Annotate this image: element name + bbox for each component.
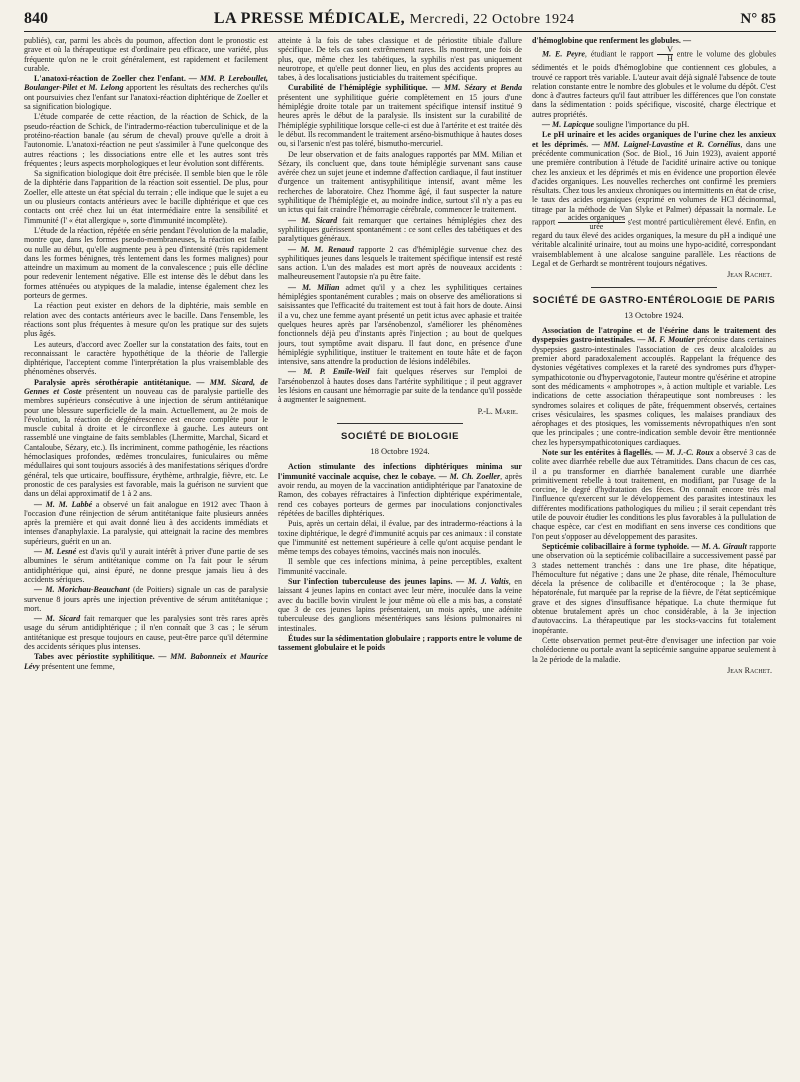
- paragraph: préconise dans certaines dyspepsies gastro-intestinales l'association de ces deux alcaloïdes au premier abord paradoxalement accouplés. Rappelant la fréquence des dystonies végétatives complexes et la rareté des syndromes purs d'hyper-sympathicotonie ou d'hypervagotonie, l'auteur montre qu'ésérine et atropine sont des médicaments « amphotropes », à action multiple et variable. Les indications de cette association thérapeutique sont nombreuses : les syndromes solaires et coliques de pâte, fréquemment observés, certaines crises vésiculaires, les spasmes coliques, les malaises prandiaux des aérophages et des ptosiques, les vomissements névropathiques n'en sont que les principales ; une contre-indication semble devoir être mentionnée chez les hypersympathicotoniques cardiaques.: [532, 335, 776, 447]
- ratio-v-over-h: [657, 46, 673, 63]
- section-authors: MM. Sézary et Benda: [444, 83, 522, 93]
- paragraph: s'est montré particulièrement élevé. Enfin, en regard du taux élevé des acides organiques, la mesure du pH a indiqué une véritable alcalinité urinaire, tout au moins une hypo-acidité, correspondant vraisemblablement à une alcalose sanguine parallèle. Les réactions de Legal et de Gerhardt se montrèrent toujours négatives.: [532, 217, 776, 268]
- paragraph: présentent une syphilitique guérie complètement en 15 jours d'une hémiplégie droite totale par un traitement spécifique intensif institué 9 heures après le début de la paralysie. Ils insistent sur la curabilité de l'hémiplégie syphilitique lorsque celle-ci est due à l'artérite et est traitée dès le début. Ils recommandent le traitement arséno-bismuthique à hautes doses ou, si l'arsenic n'est pas toléré, bismutho-mercuriel.: [278, 92, 522, 149]
- article-columns: [24, 36, 776, 1074]
- section-title: Curabilité de l'hémiplégie syphilitique. —: [288, 83, 440, 93]
- paragraph: La réaction peut exister en dehors de la diphtérie, mais semble en relation avec des contacts antérieurs avec le bacille. Dans l'ensemble, les réactions sont plus fréquentes à mesure qu'on les pratique sur des sujets plus âgés.: [24, 301, 268, 339]
- page-number: 840: [24, 10, 48, 27]
- discussion-renaud: [278, 245, 522, 282]
- signature: P.-L. Marie.: [477, 406, 518, 416]
- speaker: — M. Lapicque: [542, 120, 595, 130]
- speaker: — M. M. Labbé: [34, 499, 93, 509]
- paragraph: (de Poitiers) signale un cas de paralysie survenue 8 jours après une injection préventive de sérum antitétanique ; mort.: [24, 585, 268, 613]
- section-authors: M. J. Valtis: [467, 577, 509, 587]
- society-date: 18 Octobre 1924.: [370, 446, 430, 457]
- section-title: Action stimulante des infections diphtériques minima sur l'immunité vaccinale acquise, chez le cobaye. —: [278, 462, 522, 481]
- paragraph: , après avoir rendu, au moyen de la vaccination antidiphtérique par l'anatoxine de Ramon, des cobayes réfractaires à l'infection diphtérique expérimentale, rend ces cobayes porteurs de germes par inoculations conjonctivales répétées de bacilles diphtériques.: [278, 471, 522, 518]
- paragraph: rapporte 2 cas d'hémiplégie survenue chez des syphilitiques jeunes dans lesquels le traitement spécifique intensif est resté sans action. L'un des malades est mort après de nouveaux accidents : malheureusement l'autopsie n'a pu être faite.: [278, 244, 522, 282]
- society-heading: SOCIÉTÉ DE BIOLOGIE: [340, 430, 460, 442]
- section-hemiplegie: [278, 83, 522, 148]
- section-authors: M. A. Girault: [701, 541, 747, 551]
- journal-name: LA PRESSE MÉDICALE,: [213, 10, 406, 27]
- fraction-numerator: V: [657, 46, 673, 55]
- section-tabes: [24, 652, 268, 671]
- section-title: Tabes avec périostite syphilitique. —: [34, 652, 167, 662]
- paragraph: a observé 3 cas de colite avec diarrhée rebelle due aux Tétramitides. Dans chacun de ces cas, il a pu transformer en diarrhée banalement curable une diarrhée primitivement rebelle à tout traitement, en modifiant, par l'usage de la corcine, le degré d'hydratation des fèces. On connaît encore très mal l'influence qu'exercent sur le développement des parasites intestinaux les différentes modifications pathologiques du milieu ; il serait cependant très utile de pouvoir étudier les conditions les plus favorables à la pullulation de chaque espèce, car c'est en modifiant en sens inverse ces conditions que l'on peut s'opposer au développement des parasites.: [532, 447, 776, 541]
- paragraph: souligne l'importance du pH.: [596, 120, 690, 130]
- section-title: L'anatoxi-réaction de Zoeller chez l'enfant. —: [34, 74, 197, 84]
- discussion-labbe: [24, 500, 268, 546]
- paragraph: L'étude de la réaction, répétée en série pendant l'évolution de la maladie, montre que, dans les formes pseudo-membraneuses, la réaction est faible ou nulle au début, qu'elle augmente peu à peu d'intensité (très rapidement dans les formes bénignes, très lentement dans les formes malignes) pour atteindre un maximum au moment de la convalescence ; puis elle décline pour redevenir lentement négative. Elle est intense dès le début dans les formes atténuées ou atypiques de la maladie, intense également chez les porteurs de germes.: [24, 225, 268, 301]
- section-zoeller: [24, 74, 268, 111]
- discussion-sicard: [24, 614, 268, 651]
- paragraph: présentent un nouveau cas de paralysie partielle des membres supérieurs consécutive à une injection de sérum antitétanique pour une blessure superficielle de la main. Actuellement, au 2e mois de l'évolution, la réaction de dégénérescence est encore complète pour le muscle cubital à droite et le circonflexe à gauche. Les auteurs ont rassemblé une vingtaine de faits semblables (Lhermitte, Marchal, Sicard et Cantaloube, Sézary, etc.). Ils incriminent, comme pathogénie, les réactions hémoclasiques profondes, œdèmes tronculaires, funiculaires ou même médullaires qui sont toujours associés à des manifestations sériques d'ordre général, tels que urticaire, bouffissure, érythème, arthralgie, fièvre, etc. Le pronostic de ces paralysies est favorable, mais la guérison ne survient que dans un délai approximatif de 1 à 2 ans.: [24, 386, 268, 499]
- discussion-lapicque: [532, 120, 776, 129]
- section-authors: MM. Laignel-Lavastine et R. Cornélius: [603, 139, 741, 149]
- section-flagelles: [532, 448, 776, 541]
- section-title: Paralysie après sérothérapie antitétanique. —: [34, 377, 205, 387]
- signature: Jean Rachet.: [727, 270, 772, 280]
- paragraph: L'étude comparée de cette réaction, de la réaction de Schick, de la pseudo-réaction de Schick, de l'intradermo-réaction tuberculinique et de la protéino-réaction banale (au sérum de cheval) prouve qu'elle a droit à l'autonomie. L'anatoxi-réaction ne peut s'assimiler à l'une quelconque des autres réactions ; les dissociations entre elle et les autres sont très fréquentes ; leurs aspects morphologiques et leur évolution sont différents.: [24, 112, 268, 168]
- section-atropine: [532, 326, 776, 447]
- paragraph: , étudiant le rapport: [584, 49, 654, 59]
- discussion-weil: [278, 367, 522, 404]
- section-title: Études sur la sédimentation globulaire ; rapports entre le volume de tassement globulaire et le poids: [278, 633, 522, 653]
- section-title: Septicémie colibacillaire à forme typhoïde. —: [542, 541, 700, 551]
- society-heading: SOCIÉTÉ DE GASTRO-ENTÉROLOGIE DE PARIS: [532, 294, 776, 306]
- column-3: [532, 36, 776, 1074]
- discussion-milian: [278, 283, 522, 367]
- paragraph: fait remarquer que les paralysies sont très rares après usage du sérum antidiphtérique ; il n'en connaît que 3 cas ; le sérum antitétanique est presque toujours en cause, peut-être parce qu'il détermine des accidents sériques plus intenses.: [24, 614, 268, 651]
- paragraph: présentent une femme,: [41, 661, 115, 671]
- paragraph: atteinte à la fois de tabes classique et de périostite tibiale d'allure spécifique. De tels cas sont extrêmement rares. Ils montrent, une fois de plus, que, même chez les tabétiques, la syphilis n'est pas uniquement neurotrope, et qu'elle peut donner lieu, en plus des accidents propres au tabes, à des localisations justiciables du traitement spécifique.: [278, 36, 522, 83]
- speaker: M. E. Peyre: [542, 49, 585, 59]
- speaker: — M. Morichau-Beauchant: [34, 585, 130, 595]
- fraction-denominator: H: [667, 54, 673, 64]
- fraction-numerator: acides organiques: [558, 214, 625, 223]
- section-title: Note sur les entérites à flagellés. —: [542, 447, 664, 457]
- signature: Jean Rachet.: [727, 665, 772, 675]
- speaker: — M. Sicard: [288, 215, 338, 225]
- paragraph: fait quelques réserves sur l'emploi de l'arsénobenzol à hautes doses dans l'artérite syphilitique ; il peut aggraver les lésions en causant une hémorragie par suite de la tendance qu'il possède à augmenter le saignement.: [278, 367, 522, 405]
- discussion-morichau: [24, 585, 268, 613]
- paragraph: apportent les résultats des recherches qu'ils ont poursuivies chez l'enfant sur l'anatoxi-réaction diphtérique de Zoeller et sa signification biologique.: [24, 83, 268, 112]
- discussion-peyre: [532, 46, 776, 119]
- section-title: Association de l'atropine et de l'ésérine dans le traitement des dyspepsies gastro-intestinales. —: [532, 326, 776, 345]
- paragraph: admet qu'il y a chez les syphilitiques certaines hémiplégies spontanément curables ; mais on observe des améliorations si saisissantes que l'efficacité du traitement est tout à fait hors de doute. Ainsi il a vu, chez une femme ayant présenté un petit ictus avec aphasie et traitée quelques heures après par l'arsénobenzol, s'améliorer les phénomènes fonctionnels déjà peu d'instants après l'injection ; au bout de quelques jours, tout symptôme avait disparu. Il faut donc, en présence d'une hémiplégie syphilitique, instituer le traitement en toute hâte et de façon intensive, sans attendre la production de lésions indélébiles.: [278, 282, 522, 367]
- section-ph-urinaire: [532, 130, 776, 268]
- section-authors: MM. Sicard, de Gennes et Coste: [24, 377, 268, 396]
- paragraph: Il semble que ces infections minima, à peine perceptibles, exaltent l'immunité vaccinale.: [278, 557, 522, 576]
- speaker: — M. Milian: [288, 282, 340, 292]
- paragraph: , dans une précédente communication (Soc. de Biol., 16 Juin 1923), avaient apporté une première contribution à l'étude de l'acidité urinaire active ou tonique chez les anxieux et les déprimés et mis en évidence une proportion élevée d'acides organiques. Les nouvelles recherches ont confirmé les premiers résultats. Chez tous les anxieux chroniques ou intermittents en état de crise, le taux des acides organiques (exprimé en volumes de HCl décinormal, titrage par la méthode de Van Slyke et Palmer) dépassait la normale. Le rapport: [532, 139, 776, 227]
- section-zoeller-immunite: [278, 462, 522, 518]
- paragraph: fait remarquer que certaines hémiplégies chez des syphilitiques guérissent spontanément : ce sont celles des tabétiques et des paralytiques généraux.: [278, 215, 522, 244]
- divider: [591, 287, 718, 288]
- divider: [337, 423, 464, 424]
- paragraph: Les auteurs, d'accord avec Zoeller sur la constatation des faits, tout en reconnaissant le caractère hypothétique de la théorie de l'allergie diphtérique, l'acceptent comme l'interprétation la plus vraisemblable des phénomènes observés.: [24, 339, 268, 377]
- section-authors: MM. P. Lereboullet, Boulanger-Pilet et M. Lelong: [24, 74, 268, 93]
- speaker: — M. Sicard: [34, 614, 81, 624]
- section-sedimentation-cont: [532, 36, 776, 45]
- discussion-lesne: [24, 547, 268, 584]
- discussion-sicard: [278, 216, 522, 244]
- paragraph: entre le volume des globules sédimentés et le poids d'hémoglobine que contiennent ces globules, a trouvé ce rapport très variable. L'auteur avait déjà signalé l'absence de toute relation constante entre le nombre des globules et le volume du dépôt. C'est donc à d'autres facteurs qu'il faut attribuer les différences que l'on constate dans la sédimentation : poids spécifique, viscosité, charge électrique et autres propriétés.: [532, 49, 776, 119]
- paragraph: est d'avis qu'il y aurait intérêt à priver d'une partie de ses albumines le sérum antitétanique comme on l'a fait pour le sérum antidiphtérique qui, ainsi épuré, ne donne presque jamais lieu à des accidents sériques.: [24, 547, 268, 584]
- paragraph: a observé un fait analogue en 1912 avec Thaon à l'occasion d'une réinjection de sérum antitétanique faite plusieurs années après la première et qui avait donné lieu à des accidents immédiats et intenses d'anaphylaxie. La paralysie, qui atteignait la racine des membres supérieurs, guérit en un an.: [24, 499, 268, 546]
- society-date: 13 Octobre 1924.: [624, 309, 684, 320]
- section-authors: M. Ch. Zoeller: [449, 471, 501, 481]
- section-authors: MM. Babonneix et Maurice Lévy: [24, 652, 268, 671]
- section-authors: M. F. Moutier: [647, 335, 695, 345]
- paragraph: , en laissant 4 jeunes lapins en contact avec leur mère, inoculée dans la veine avec du bacille bovin virulent le jour même où elle a mis bas, a constaté que 3 de ces jeunes lapins présentaient, un mois après, une adénite tuberculeuse des ganglions mésentériques sans lésions pulmonaires ni intestinales.: [278, 577, 522, 633]
- issue-number: N° 85: [740, 11, 776, 27]
- speaker: — M. Lesné: [34, 547, 77, 557]
- issue-date: Mercredi, 22 Octobre 1924: [409, 12, 575, 27]
- paragraph: Puis, après un certain délai, il évalue, par des intradermo-réactions à la toxine diphtérique, le degré d'immunité acquis par ces animaux : il constate que l'immunité est nettement supérieure à celle qu'ont acquise pendant le même temps des cobayes témoins, vaccinés mais non inoculés.: [278, 519, 522, 557]
- section-title: Le pH urinaire et les acides organiques de l'urine chez les anxieux et les déprimés. —: [532, 130, 776, 149]
- section-paralysie: [24, 378, 268, 499]
- paragraph: De leur observation et de faits analogues rapportés par MM. Milian et Sézary, ils concluent que, dans toute hémiplégie survenant sans cause avérée chez un sujet jeune et indemne d'affection cardiaque, il faut instituer d'urgence un traitement antisyphilitique intensif, avant même les recherches de laboratoire. Chez l'homme âgé, il faut suspecter la nature syphilitique de l'hémiplégie et, au moindre indice, surtout s'il n'y a pas eu un ictus qui fait craindre l'hémorragie cérébrale, commencer le traitement.: [278, 149, 522, 215]
- section-authors: M. J.-C. Roux: [665, 447, 714, 457]
- speaker: — M. P. Emile-Weil: [288, 367, 370, 377]
- paragraph: rapporte une observation où la septicémie colibacillaire a successivement passé par 3 stades nettement tranchés : dans une 1re phase, dite hépatique, l'hémoculture fut négative ; dans une 2e phase, dite rénale, l'hémoculture décela la présence de colibacille et d'entérocoque ; la 3e phase, hépatorénale, fut marquée par la reprise de la fièvre, de l'état septicémique grave et des signes d'insuffisance hépatique. La chute thermique fut obtenue brutalement après un choc considérable, à la 3e injection d'autovaccins. La thérapeutique par les stocks-vaccins fut totalement inopérante.: [532, 541, 776, 635]
- running-header: [24, 6, 776, 32]
- paragraph: publiés), car, parmi les abcès du poumon, affection dont le pronostic est grave et où la thérapeutique est d'ordinaire peu efficace, une variété, plus fréquente qu'on ne le croit généralement, est rapidement et facilement curable.: [24, 36, 268, 73]
- journal-title-line: [214, 10, 575, 28]
- section-title: d'hémoglobine que renferment les globules. —: [532, 36, 692, 45]
- paragraph: Sa signification biologique doit être précisée. Il semble bien que le rôle de la diphtérie dans l'apparition de la réaction soit essentiel. De plus, pour Zoeller, elle atteste un état spécial du terrain ; elle indique que le sujet a eu un ou plusieurs contacts antérieurs avec le bacille diphtérique et que ces contacts ont créé chez lui un état intermédiaire entre la sensibilité et l'immunité (l' « état allergique », sorte d'immunité incomplète).: [24, 169, 268, 225]
- ratio-acides-uree: [558, 214, 625, 231]
- fraction-denominator: urée: [589, 222, 604, 232]
- speaker: — M. M. Renaud: [288, 244, 354, 254]
- paragraph: Cette observation permet peut-être d'envisager une infection par voie cholédocienne ou portale avant la septicémie sanguine apparue seulement à la 2e période de la maladie.: [532, 635, 776, 664]
- section-septicemie: [532, 542, 776, 635]
- section-sedimentation: [278, 634, 522, 653]
- column-1: [24, 36, 268, 1074]
- column-2: [278, 36, 522, 1074]
- section-valtis: [278, 577, 522, 633]
- section-title: Sur l'infection tuberculeuse des jeunes lapins. —: [288, 577, 465, 587]
